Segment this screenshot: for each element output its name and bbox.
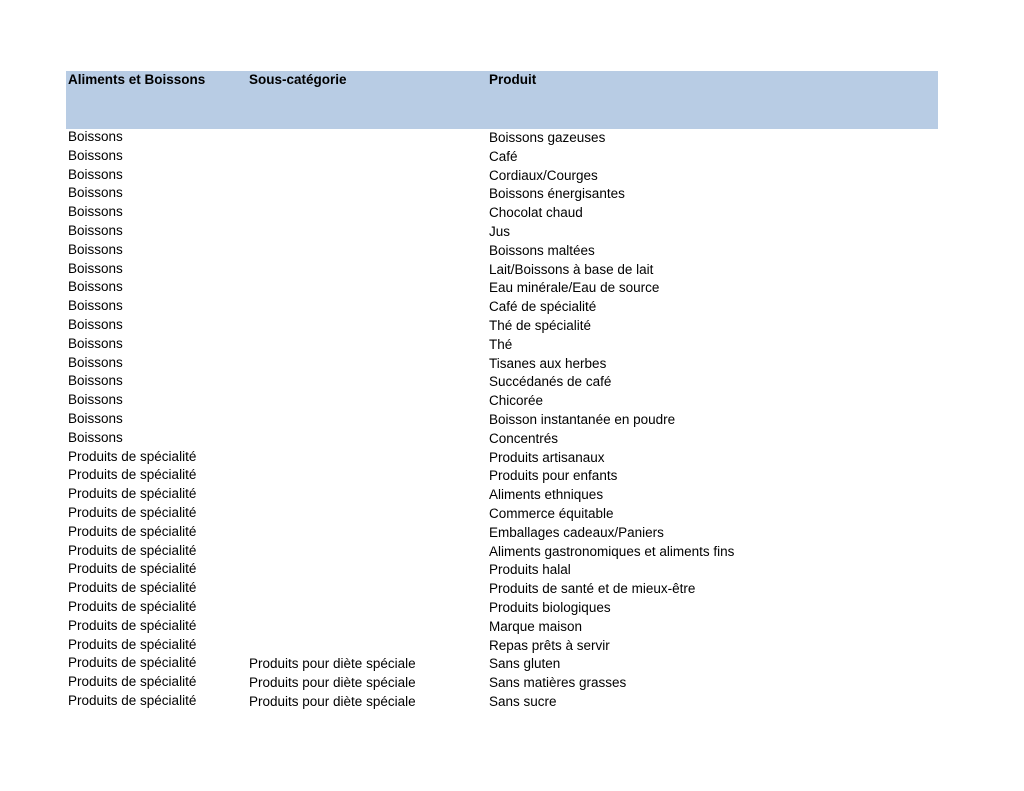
cell-subcategory — [247, 373, 487, 392]
cell-category: Produits de spécialité — [68, 561, 197, 577]
cell-product: Succédanés de café — [489, 374, 612, 390]
cell-category: Produits de spécialité — [68, 467, 197, 483]
cell-product: Café de spécialité — [489, 299, 597, 315]
cell-subcategory — [247, 467, 487, 486]
cell-category: Boissons — [68, 354, 123, 370]
cell-product: Aliments ethniques — [489, 487, 604, 503]
table-row — [66, 167, 938, 186]
cell-product: Cordiaux/Courges — [489, 167, 598, 183]
cell-category: Boissons — [68, 335, 123, 351]
cell-product: Marque maison — [489, 618, 583, 634]
cell-product: Lait/Boissons à base de lait — [489, 261, 654, 277]
cell-subcategory — [247, 261, 487, 280]
cell-product: Boissons maltées — [489, 242, 595, 258]
cell-subcategory — [247, 543, 487, 562]
cell-category: Produits de spécialité — [68, 448, 197, 464]
cell-product: Emballages cadeaux/Paniers — [489, 524, 664, 540]
table-row — [66, 580, 938, 599]
table-row — [66, 618, 938, 637]
cell-subcategory — [247, 486, 487, 505]
cell-product: Concentrés — [489, 430, 559, 446]
cell-category: Produits de spécialité — [68, 486, 197, 502]
cell-product: Thé — [489, 336, 513, 352]
cell-category: Produits de spécialité — [68, 674, 197, 690]
cell-product: Commerce équitable — [489, 505, 614, 521]
cell-subcategory — [247, 298, 487, 317]
cell-category: Boissons — [68, 429, 123, 445]
cell-subcategory — [247, 242, 487, 261]
cell-subcategory — [247, 599, 487, 618]
cell-category: Boissons — [68, 185, 123, 201]
cell-product: Produits artisanaux — [489, 449, 605, 465]
cell-product: Sans matières grasses — [489, 675, 627, 691]
table-row — [66, 430, 938, 449]
cell-product: Eau minérale/Eau de source — [489, 280, 660, 296]
cell-subcategory — [247, 505, 487, 524]
cell-subcategory: Produits pour diète spéciale — [249, 656, 416, 672]
cell-product: Jus — [489, 223, 511, 239]
cell-category: Produits de spécialité — [68, 542, 197, 558]
header-sous-categorie: Sous-catégorie — [249, 72, 347, 87]
table-row — [66, 129, 938, 148]
cell-subcategory — [247, 392, 487, 411]
cell-subcategory — [247, 185, 487, 204]
cell-product: Boisson instantanée en poudre — [489, 411, 676, 427]
table-row — [66, 336, 938, 355]
cell-product: Produits de santé et de mieux-être — [489, 581, 696, 597]
table-row — [66, 279, 938, 298]
cell-subcategory — [247, 561, 487, 580]
cell-product: Repas prêts à servir — [489, 637, 610, 653]
cell-category: Produits de spécialité — [68, 504, 197, 520]
cell-category: Produits de spécialité — [68, 580, 197, 596]
table-row — [66, 449, 938, 468]
cell-product: Thé de spécialité — [489, 317, 592, 333]
cell-subcategory — [247, 524, 487, 543]
cell-category: Boissons — [68, 260, 123, 276]
table-row — [66, 148, 938, 167]
cell-category: Boissons — [68, 392, 123, 408]
cell-category: Boissons — [68, 316, 123, 332]
table-row — [66, 242, 938, 261]
cell-product: Produits biologiques — [489, 599, 611, 615]
table-row — [66, 204, 938, 223]
table-row — [66, 655, 938, 674]
cell-subcategory — [247, 430, 487, 449]
cell-category: Produits de spécialité — [68, 523, 197, 539]
cell-category: Boissons — [68, 129, 123, 144]
cell-product: Sans sucre — [489, 693, 557, 709]
cell-product: Boissons énergisantes — [489, 186, 625, 202]
table-row — [66, 637, 938, 656]
table-row — [66, 674, 938, 693]
cell-product: Café — [489, 148, 518, 164]
cell-subcategory — [247, 317, 487, 336]
cell-subcategory — [247, 411, 487, 430]
table-row — [66, 317, 938, 336]
cell-product: Tisanes aux herbes — [489, 355, 607, 371]
table-row — [66, 223, 938, 242]
cell-category: Boissons — [68, 222, 123, 238]
table-body — [66, 129, 938, 712]
cell-category: Produits de spécialité — [68, 598, 197, 614]
cell-subcategory — [247, 279, 487, 298]
cell-category: Boissons — [68, 410, 123, 426]
cell-category: Boissons — [68, 147, 123, 163]
cell-product: Aliments gastronomiques et aliments fins — [489, 543, 735, 559]
spreadsheet-table — [66, 71, 938, 712]
table-header — [66, 71, 938, 129]
table-row — [66, 467, 938, 486]
header-produit: Produit — [489, 72, 537, 87]
cell-category: Boissons — [68, 279, 123, 295]
table-row — [66, 355, 938, 374]
cell-product: Produits halal — [489, 562, 571, 578]
cell-category: Produits de spécialité — [68, 692, 197, 708]
table-row — [66, 599, 938, 618]
table-row — [66, 561, 938, 580]
cell-subcategory — [247, 637, 487, 656]
table-row — [66, 693, 938, 712]
table-row — [66, 524, 938, 543]
cell-product: Produits pour enfants — [489, 468, 618, 484]
cell-subcategory — [247, 336, 487, 355]
cell-category: Boissons — [68, 204, 123, 220]
cell-category: Produits de spécialité — [68, 655, 197, 671]
table-row — [66, 392, 938, 411]
table-row — [66, 298, 938, 317]
cell-category: Boissons — [68, 373, 123, 389]
cell-subcategory — [247, 618, 487, 637]
table-row — [66, 373, 938, 392]
cell-category: Produits de spécialité — [68, 636, 197, 652]
table-row — [66, 185, 938, 204]
cell-subcategory — [247, 148, 487, 167]
cell-subcategory — [247, 449, 487, 468]
cell-product: Sans gluten — [489, 656, 561, 672]
table-row — [66, 261, 938, 280]
cell-subcategory — [247, 167, 487, 186]
header-aliments-et-boissons: Aliments et Boissons — [68, 72, 206, 87]
cell-category: Produits de spécialité — [68, 617, 197, 633]
cell-subcategory — [247, 129, 487, 148]
table-row — [66, 486, 938, 505]
table-row — [66, 411, 938, 430]
cell-subcategory — [247, 223, 487, 242]
cell-category: Boissons — [68, 241, 123, 257]
cell-category: Boissons — [68, 298, 123, 314]
cell-subcategory — [247, 204, 487, 223]
cell-subcategory: Produits pour diète spéciale — [249, 675, 416, 691]
cell-subcategory: Produits pour diète spéciale — [249, 693, 416, 709]
cell-product: Chicorée — [489, 393, 544, 409]
cell-product: Chocolat chaud — [489, 205, 583, 221]
table-row — [66, 505, 938, 524]
cell-product: Boissons gazeuses — [489, 130, 606, 145]
cell-subcategory — [247, 580, 487, 599]
cell-subcategory — [247, 355, 487, 374]
table-row — [66, 543, 938, 562]
cell-category: Boissons — [68, 166, 123, 182]
